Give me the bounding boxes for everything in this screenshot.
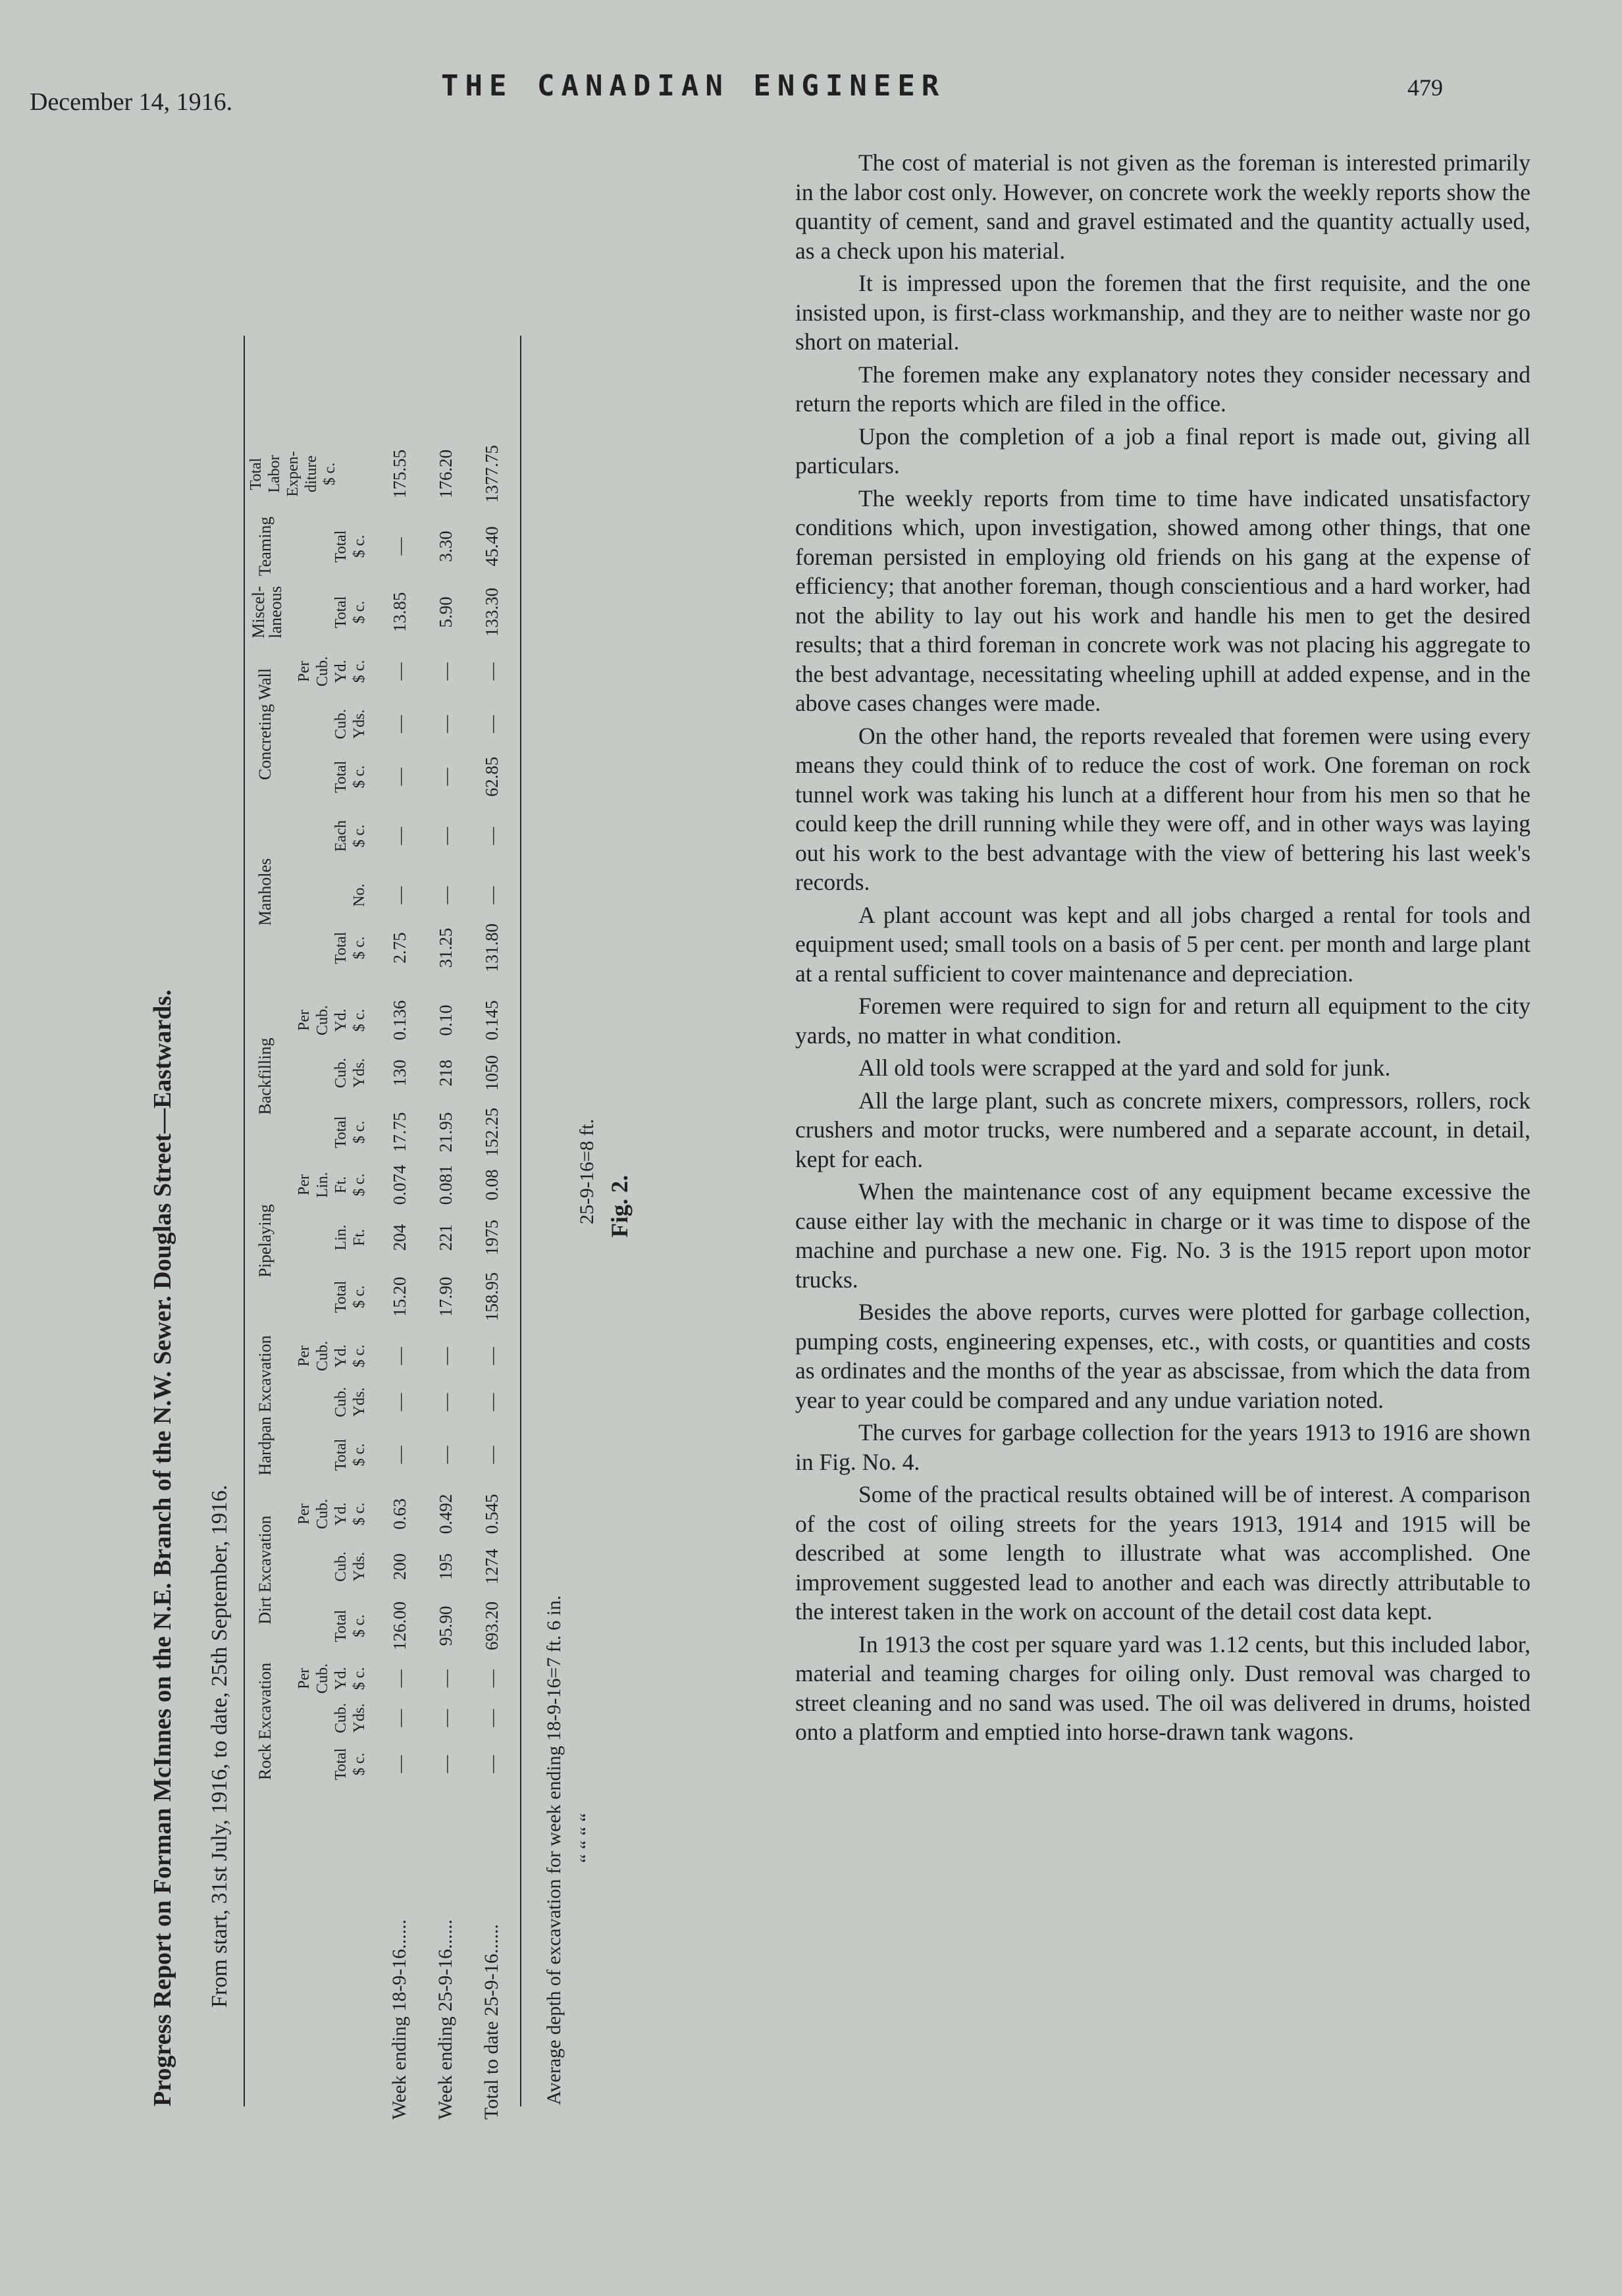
column-header: Lin. Ft.	[332, 1224, 368, 1251]
table-cell: —	[482, 662, 502, 681]
group-header-dirt: Dirt Excavation	[255, 1515, 275, 1625]
table-cell: —	[482, 1755, 502, 1773]
table-cell: 204	[390, 1224, 409, 1251]
table-cell: 0.074	[390, 1164, 409, 1205]
table-cell: —	[436, 1669, 456, 1688]
body-paragraph: When the maintenance cost of any equipment became excessive the cause either lay with the mechanic in charge or it was time to dispose of the machine and purchase a new one. Fig. No. 3 is the 1915 report upon motor trucks.	[795, 1178, 1530, 1293]
body-paragraph: The curves for garbage collection for the years 1913 to 1916 are shown in Fig. No. 4.	[795, 1419, 1530, 1475]
table-cell: —	[436, 827, 456, 845]
table-cell: —	[390, 768, 409, 786]
table-cell: —	[436, 1393, 456, 1411]
table-cell: —	[482, 1709, 502, 1727]
footnote-depth-1: Average depth of excavation for week ending 18-9-16=7 ft. 6 in.	[543, 1595, 565, 2105]
table-cell: 0.10	[436, 1004, 456, 1036]
table-cell: 3.30	[436, 531, 456, 562]
table-cell: 0.081	[436, 1164, 456, 1205]
column-header: Per Cub. Yd. $ c.	[296, 1341, 368, 1372]
page-number: 479	[1407, 74, 1443, 101]
table-cell: 0.136	[390, 1000, 409, 1041]
table-cell: —	[436, 1755, 456, 1773]
table-cell: —	[390, 1393, 409, 1411]
table-cell: —	[436, 886, 456, 904]
table-cell: —	[436, 1347, 456, 1365]
column-header: Total $ c.	[332, 1609, 368, 1642]
body-paragraph: Upon the completion of a job a final report is made out, giving all particulars.	[795, 423, 1530, 479]
figure-label: Fig. 2.	[606, 1175, 633, 1238]
table-cell: 95.90	[436, 1605, 456, 1646]
column-header: Cub. Yds.	[332, 1058, 368, 1089]
table-cell: 131.80	[482, 923, 502, 973]
column-header: Total $ c.	[332, 760, 368, 793]
table-cell: 31.25	[436, 927, 456, 968]
column-header: Each $ c.	[332, 820, 368, 852]
column-header: Cub. Yds.	[332, 1552, 368, 1582]
column-header: Cub. Yds.	[332, 1387, 368, 1418]
body-paragraph: The weekly reports from time to time have indicated unsatisfactory conditions which, upon investigation, showed among other things, that one foreman persisted in employing old friends on his gang at the expense of efficiency; that another foreman, though conscientious and a hard worker, had not the ability to lay out his work and handle his men to get the desired results; that a third foreman in concrete work was not placing his aggregate to the best advantage, necessitating wheeling uphill at added expense, and in the above cases changes were made.	[795, 484, 1530, 716]
table-row-label: Week ending 25-9-16......	[434, 1919, 456, 2120]
table-cell: 2.75	[390, 932, 409, 964]
body-paragraph: Foremen were required to sign for and return all equipment to the city yards, no matter in what condition.	[795, 993, 1530, 1049]
table-cell: —	[482, 715, 502, 733]
table-cell: 152.25	[482, 1107, 502, 1157]
column-header: Total $ c.	[332, 1438, 368, 1471]
body-paragraph: It is impressed upon the foremen that the first requisite, and the one insisted upon, is first-class workmanship, and they are to neither waste nor go short on material.	[795, 270, 1530, 355]
table-cell: 200	[390, 1553, 409, 1580]
table-cell: 176.20	[436, 449, 456, 499]
column-header: Total $ c.	[332, 596, 368, 629]
table-cell: 130	[390, 1059, 409, 1087]
issue-date: December 14, 1916.	[30, 88, 233, 116]
column-header: Cub. Yds.	[332, 1703, 368, 1734]
column-header: Per Lin. Ft. $ c.	[296, 1172, 368, 1198]
footnote-depth-2: 25-9-16=8 ft.	[576, 1118, 598, 1224]
body-paragraph: A plant account was kept and all jobs charged a rental for tools and equipment used; small tools on a basis of 5 per cent. per month and large plant at a rental sufficient to cover maintenance and depreciation.	[795, 901, 1530, 987]
table-cell: 0.08	[482, 1169, 502, 1201]
table-cell: 1975	[482, 1220, 502, 1255]
table-rule-bottom	[520, 336, 521, 2106]
group-header-backfill: Backfilling	[255, 1037, 275, 1115]
table-cell: 13.85	[390, 592, 409, 633]
body-paragraph: Besides the above reports, curves were plotted for garbage collection, pumping costs, engineering expenses, etc., with costs, or quantities and costs as ordinates and the months of the year as abscissae, from which the data from year to year could be compared and any undue variation noted.	[795, 1299, 1530, 1413]
progress-report-table	[132, 132, 658, 2120]
column-header: Per Cub. Yd. $ c.	[296, 1005, 368, 1036]
body-paragraph: Some of the practical results obtained will be of interest. A comparison of the cost of oiling streets for the years 1913, 1914 and 1915 will be described at some length to illustrate what was accomplished. One improvement suggested lead to another and each was directly attributable to the interest taken in the work on account of the detail cost data kept.	[795, 1481, 1530, 1625]
table-cell: —	[390, 1709, 409, 1727]
table-cell: —	[390, 662, 409, 681]
body-paragraph: The foremen make any explanatory notes they consider necessary and return the reports which are filed in the office.	[795, 361, 1530, 417]
article-column	[795, 148, 1530, 1750]
table-cell: 158.95	[482, 1272, 502, 1322]
table-cell: —	[436, 662, 456, 681]
body-paragraph: All old tools were scrapped at the yard and sold for junk.	[858, 1055, 1391, 1081]
journal-title: THE CANADIAN ENGINEER	[441, 69, 946, 103]
table-cell: 1050	[482, 1055, 502, 1091]
table-cell: —	[436, 1709, 456, 1727]
column-header: Total $ c.	[332, 1280, 368, 1313]
column-header: Total $ c.	[332, 1116, 368, 1149]
table-cell: —	[390, 886, 409, 904]
table-cell: 1377.75	[482, 445, 502, 503]
table-cell: —	[390, 715, 409, 733]
table-cell: 221	[436, 1224, 456, 1251]
table-cell: 5.90	[436, 596, 456, 628]
group-header-manholes: Manholes	[255, 858, 275, 926]
table-cell: —	[436, 768, 456, 786]
table-cell: 0.145	[482, 1000, 502, 1041]
table-cell: —	[390, 1446, 409, 1464]
table-cell: —	[390, 1669, 409, 1688]
table-cell: —	[436, 715, 456, 733]
table-cell: —	[482, 1669, 502, 1688]
table-cell: —	[390, 537, 409, 556]
column-header: Total $ c.	[332, 530, 368, 563]
column-header: Per Cub. Yd. $ c.	[296, 1499, 368, 1530]
table-cell: —	[482, 1446, 502, 1464]
group-header-misc: Miscel- laneous	[249, 586, 285, 639]
table-cell: 1274	[482, 1549, 502, 1584]
footnote-ditto: “ “ “ “	[576, 1813, 598, 1863]
column-header: Per Cub. Yd. $ c.	[296, 1663, 368, 1694]
group-header-concrete: Concreting Wall	[255, 668, 275, 781]
table-cell: —	[482, 827, 502, 845]
column-header: Total Labor Expen- diture $ c.	[248, 451, 338, 497]
table-cell: 218	[436, 1059, 456, 1087]
table-cell: 17.90	[436, 1276, 456, 1317]
table-cell: 195	[436, 1553, 456, 1580]
column-header: Per Cub. Yd. $ c.	[296, 656, 368, 687]
body-paragraph: In 1913 the cost per square yard was 1.12 cents, but this included labor, material and teaming charges for oiling only. Dust removal was charged to street cleaning and no sand was used. The oil was delivered in drums, hoisted onto a platform and emptied into horse-drawn tank wagons.	[795, 1631, 1530, 1745]
column-header: Total $ c.	[332, 1748, 368, 1781]
table-cell: 133.30	[482, 587, 502, 637]
table-cell: 45.40	[482, 526, 502, 567]
table-row-label: Week ending 18-9-16......	[388, 1919, 410, 2120]
table-cell: 126.00	[390, 1601, 409, 1651]
table-cell: 0.63	[390, 1498, 409, 1530]
body-paragraph: On the other hand, the reports revealed that foremen were using every means they could think of to reduce the cost of work. One foreman on rock tunnel work was taking his lunch at a different hour from his men so that he could keep the drill running while they were off, and in other ways was laying out his work to the best advantage with the view of bettering his last week's records.	[795, 722, 1530, 895]
table-cell: 0.545	[482, 1494, 502, 1534]
table-cell: —	[390, 827, 409, 845]
table-row-label: Total to date 25-9-16......	[481, 1924, 502, 2120]
group-header-team: Teaming	[255, 516, 275, 577]
column-header: No.	[351, 883, 368, 907]
table-rule-top	[244, 336, 245, 2106]
table-title: Progress Report on Forman McInnes on the N.E. Branch of the N.W. Sewer. Douglas Street—Eastwards.	[149, 989, 176, 2106]
table-cell: —	[482, 1393, 502, 1411]
table-cell: —	[390, 1347, 409, 1365]
table-cell: —	[482, 1347, 502, 1365]
group-header-hardpan: Hardpan Excavation	[255, 1335, 275, 1476]
table-cell: 693.20	[482, 1601, 502, 1651]
table-cell: 0.492	[436, 1494, 456, 1534]
group-header-rock: Rock Excavation	[255, 1662, 275, 1781]
table-cell: 21.95	[436, 1112, 456, 1153]
table-cell: 62.85	[482, 756, 502, 797]
column-header: Cub. Yds.	[332, 709, 368, 740]
group-header-pipe: Pipelaying	[255, 1204, 275, 1278]
column-header: Total $ c.	[332, 931, 368, 964]
table-cell: —	[390, 1755, 409, 1773]
table-cell: —	[436, 1446, 456, 1464]
body-paragraph: The cost of material is not given as the foreman is interested primarily in the labor cost only. However, on concrete work the weekly reports show the quantity of cement, sand and gravel estimated and the quantity actually used, as a check upon his material.	[795, 149, 1530, 264]
table-cell: 15.20	[390, 1276, 409, 1317]
table-cell: 175.55	[390, 449, 409, 499]
table-subtitle: From start, 31st July, 1916, to date, 25th September, 1916.	[207, 1484, 232, 2008]
table-cell: —	[482, 886, 502, 904]
table-cell: 17.75	[390, 1112, 409, 1153]
body-paragraph: All the large plant, such as concrete mixers, compressors, rollers, rock crushers and motor trucks, were numbered and a separate account, in detail, kept for each.	[795, 1087, 1530, 1172]
